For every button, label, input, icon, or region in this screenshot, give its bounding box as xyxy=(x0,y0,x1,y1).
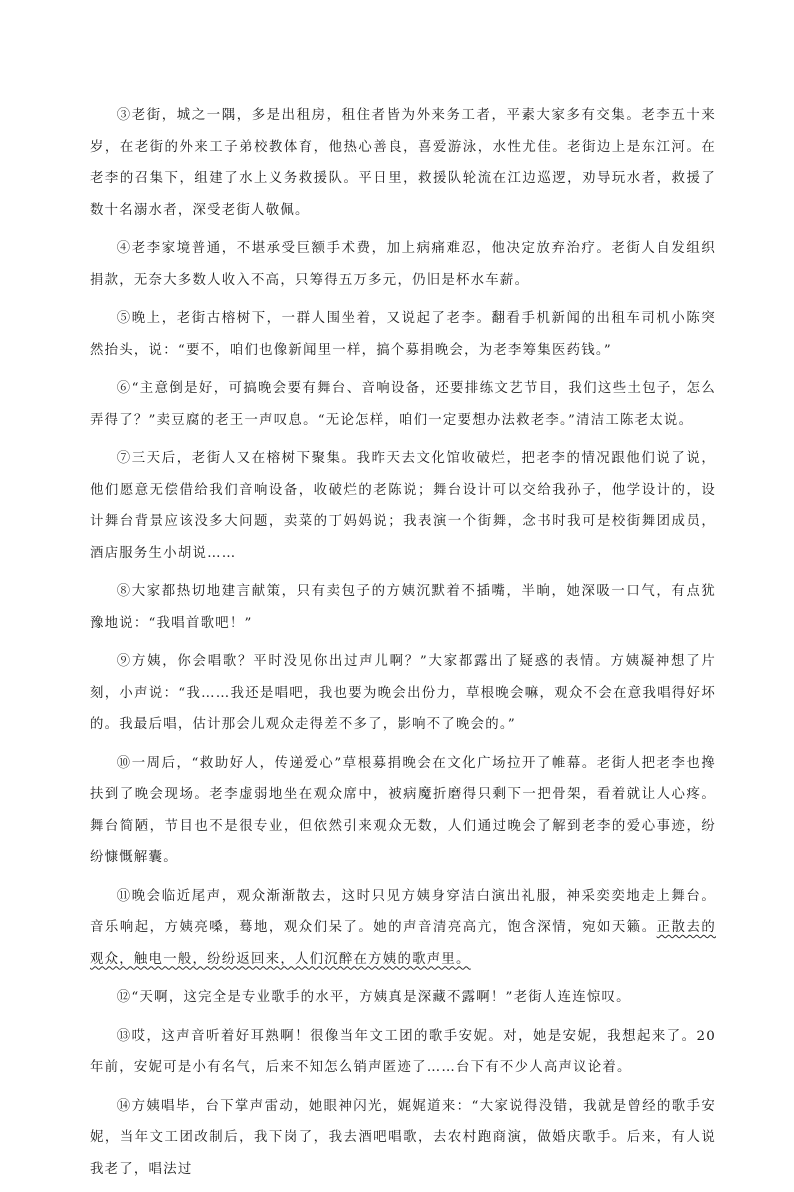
paragraph-5: ⑤晚上，老街古榕树下，一群人围坐着，又说起了老李。翻看手机新闻的出租车司机小陈突然抬头，说：“要不，咱们也像新闻里一样，搞个募捐晚会，为老李筹集医药钱。” xyxy=(90,311,716,358)
paragraph-4: ④老李家境普通，不堪承受巨额手术费，加上病痛难忍，他决定放弃治疗。老街人自发组织捐款，无奈大多数人收入不高，只筹得五万多元，仍旧是杯水车薪。 xyxy=(90,241,716,288)
paragraph-13: ⑬哎，这声音听着好耳熟啊！很像当年文工团的歌手安妮。对，她是安妮，我想起来了。20年前，安妮可是小有名气，后来不知怎么销声匿迹了……台下有不少人高声议论着。 xyxy=(90,1028,716,1075)
paragraph-12: ⑫“天啊，这完全是专业歌手的水平，方姨真是深藏不露啊！”老街人连连惊叹。 xyxy=(116,990,631,1005)
paragraph-7: ⑦三天后，老街人又在榕树下聚集。我昨天去文化馆收破烂，把老李的情况跟他们说了说，他们愿意无偿借给我们音响设备，收破烂的老陈说；舞台设计可以交给我孙子，他学设计的，设计舞台背景应该没多大问题，卖菜的丁妈妈说；我表演一个街舞，念书时我可是校街舞团成员，酒店服务生小胡说…… xyxy=(90,451,716,561)
document-body xyxy=(90,100,716,1192)
paragraph-8: ⑧大家都热切地建言献策，只有卖包子的方姨沉默着不插嘴，半晌，她深吸一口气，有点犹豫地说：“我唱首歌吧！” xyxy=(90,584,716,631)
paragraph-11 xyxy=(90,881,716,976)
paragraph-3: ③老街，城之一隅，多是出租房，租住者皆为外来务工者，平素大家多有交集。老李五十来岁，在老街的外来工子弟校教体育，他热心善良，喜爱游泳，水性尤佳。老街边上是东江河。在老李的召集下，组建了水上义务救援队。平日里，救援队轮流在江边巡逻，劝导玩水者，救援了数十名溺水者，深受老街人敬佩。 xyxy=(90,108,716,218)
paragraph-11-text: ⑪晚会临近尾声，观众渐渐散去，这时只见方姨身穿洁白演出礼服，神采奕奕地走上舞台。音乐响起，方姨亮嗓，蓦地，观众们呆了。她的声音清亮高亢，饱含深情，宛如天籁。 xyxy=(90,888,716,935)
paragraph-9: ⑨方姨，你会唱歌？平时没见你出过声儿啊？”大家都露出了疑惑的表情。方姨凝神想了片刻，小声说：“我……我还是唱吧，我也要为晚会出份力，草根晚会嘛，观众不会在意我唱得好坏的。我最后唱，估计那会儿观众走得差不多了，影响不了晚会的。” xyxy=(90,654,716,732)
paragraph-10: ⑩一周后，“救助好人，传递爱心”草根募捐晚会在文化广场拉开了帷幕。老街人把老李也搀扶到了晚会现场。老李虚弱地坐在观众席中，被病魔折磨得只剩下一把骨架，看着就让人心疼。舞台简陋，节目也不是很专业，但依然引来观众无数，人们通过晚会了解到老李的爱心事迹，纷纷慷慨解囊。 xyxy=(90,755,716,865)
paragraph-14: ⑭方姨唱毕，台下掌声雷动，她眼神闪光，娓娓道来：“大家说得没错，我就是曾经的歌手安妮，当年文工团改制后，我下岗了，我去酒吧唱歌，去农村跑商演，做婚庆歌手。后来，有人说我老了，唱法过 xyxy=(90,1098,716,1177)
wavy-underlined-sentence: 正散去的观众，触电一般，纷纷返回来，人们沉醉在方姨的歌声里。 xyxy=(90,920,716,967)
paragraph-6: ⑥“主意倒是好，可搞晚会要有舞台、音响设备，还要排练文艺节目，我们这些土包子，怎么弄得了？”卖豆腐的老王一声叹息。“无论怎样，咱们一定要想办法救老李。”清洁工陈老太说。 xyxy=(90,381,716,428)
